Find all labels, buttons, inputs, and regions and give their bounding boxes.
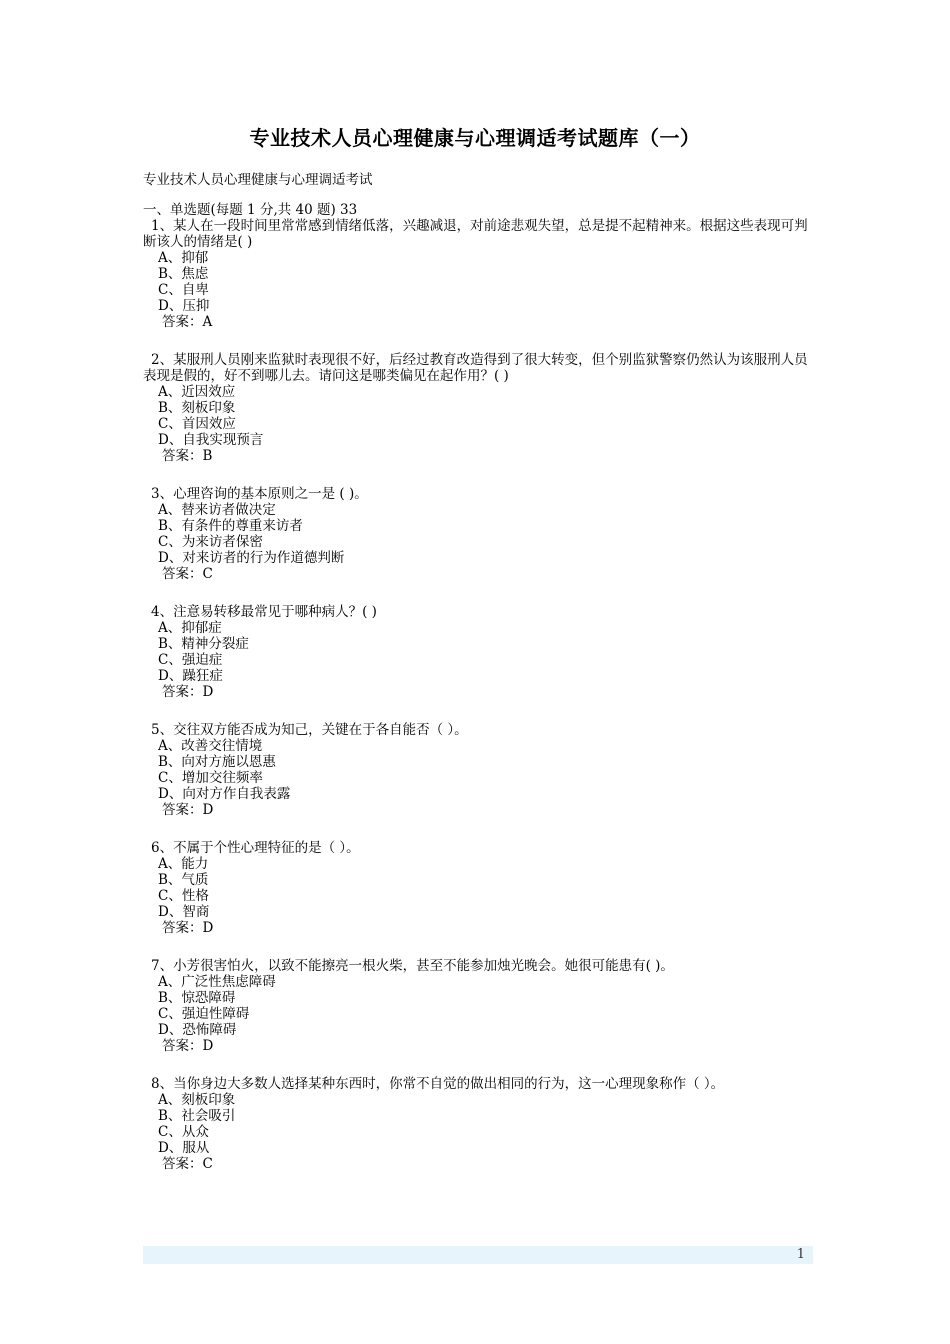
- answer: 答案：D: [162, 684, 214, 700]
- question-text: 5、交往双方能否成为知己，关键在于各自能否（ ）。: [151, 722, 468, 738]
- option: B、气质: [158, 872, 209, 888]
- option: B、向对方施以恩惠: [158, 754, 276, 770]
- question-text: 1、某人在一段时间里常常感到情绪低落，兴趣减退，对前途悲观失望，总是提不起精神来。根据这些表现可判断该人的情绪是( ): [143, 218, 808, 250]
- option: A、刻板印象: [158, 1092, 236, 1108]
- document-title: 专业技术人员心理健康与心理调适考试题库（一）: [249, 126, 701, 150]
- option: C、为来访者保密: [158, 534, 263, 550]
- question-item: [143, 218, 813, 330]
- section-heading: 一、单选题(每题 1 分,共 40 题) 33: [143, 202, 358, 218]
- option: C、自卑: [158, 282, 209, 298]
- question-text: 4、注意易转移最常见于哪种病人？( ): [151, 604, 377, 620]
- question-text: 6、不属于个性心理特征的是（ ）。: [151, 840, 360, 856]
- question-list: [143, 218, 813, 1172]
- question-item: [143, 958, 813, 1054]
- answer: 答案：A: [162, 314, 213, 330]
- option: C、强迫症: [158, 652, 223, 668]
- option: C、首因效应: [158, 416, 236, 432]
- question-item: [143, 722, 813, 818]
- option: D、压抑: [158, 298, 210, 314]
- option: B、惊恐障碍: [158, 990, 236, 1006]
- answer: 答案：C: [162, 1156, 213, 1172]
- option: A、广泛性焦虑障碍: [158, 974, 276, 990]
- option: C、性格: [158, 888, 209, 904]
- option: D、躁狂症: [158, 668, 223, 684]
- option: C、强迫性障碍: [158, 1006, 250, 1022]
- option: A、改善交往情境: [158, 738, 263, 754]
- option: B、焦虑: [158, 266, 209, 282]
- option: D、智商: [158, 904, 210, 920]
- answer: 答案：D: [162, 802, 214, 818]
- option: A、抑郁: [158, 250, 209, 266]
- question-item: [143, 486, 813, 582]
- option: B、有条件的尊重来访者: [158, 518, 303, 534]
- answer: 答案：C: [162, 566, 213, 582]
- question-item: [143, 352, 813, 464]
- question-text: 2、某服刑人员刚来监狱时表现很不好，后经过教育改造得到了很大转变，但个别监狱警察仍然认为该服刑人员表现是假的，好不到哪儿去。请问这是哪类偏见在起作用？( ): [143, 352, 808, 384]
- question-text: 3、心理咨询的基本原则之一是 ( )。: [151, 486, 368, 502]
- option: B、社会吸引: [158, 1108, 236, 1124]
- option: C、增加交往频率: [158, 770, 263, 786]
- option: B、精神分裂症: [158, 636, 249, 652]
- document-subtitle: 专业技术人员心理健康与心理调适考试: [143, 172, 373, 188]
- page-number: 1: [796, 1247, 805, 1262]
- option: A、替来访者做决定: [158, 502, 276, 518]
- answer: 答案：D: [162, 1038, 214, 1054]
- question-text: 7、小芳很害怕火，以致不能擦亮一根火柴，甚至不能参加烛光晚会。她很可能患有( )。: [151, 958, 674, 974]
- option: D、向对方作自我表露: [158, 786, 291, 802]
- option: D、自我实现预言: [158, 432, 264, 448]
- option: D、对来访者的行为作道德判断: [158, 550, 345, 566]
- page-footer: [143, 1246, 813, 1264]
- question-item: [143, 604, 813, 700]
- option: A、近因效应: [158, 384, 236, 400]
- option: C、从众: [158, 1124, 209, 1140]
- option: D、恐怖障碍: [158, 1022, 237, 1038]
- question-item: [143, 840, 813, 936]
- question-item: [143, 1076, 813, 1172]
- answer: 答案：D: [162, 920, 214, 936]
- option: D、服从: [158, 1140, 210, 1156]
- option: A、抑郁症: [158, 620, 222, 636]
- option: B、刻板印象: [158, 400, 236, 416]
- answer: 答案：B: [162, 448, 213, 464]
- question-text: 8、当你身边大多数人选择某种东西时，你常不自觉的做出相同的行为，这一心理现象称作（ ）。: [151, 1076, 725, 1092]
- option: A、能力: [158, 856, 209, 872]
- document-body: [143, 172, 813, 1194]
